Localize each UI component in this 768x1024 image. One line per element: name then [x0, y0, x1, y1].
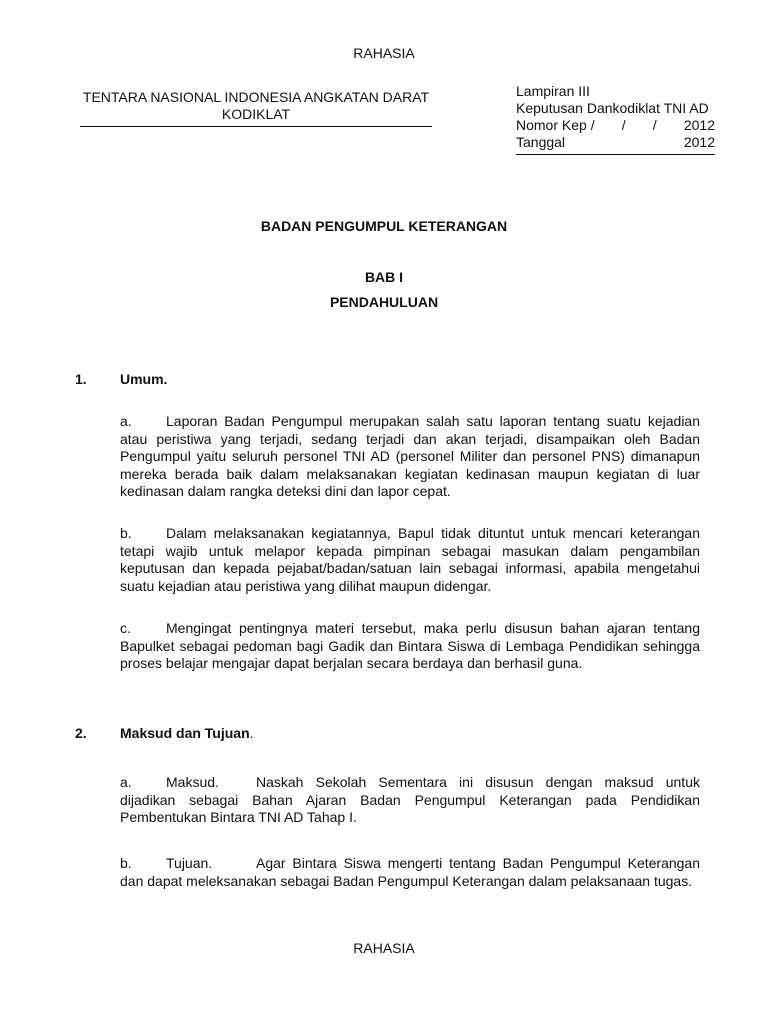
section-title-suffix: . — [249, 725, 254, 741]
paragraph-text: Naskah Sekolah Sementara ini disusun dengan maksud untuk dijadikan sebagai Bahan Ajaran Badan Pengumpul Keterangan pada Pendidikan Pembentukan Bintara TNI AD Tahap I. — [120, 774, 700, 825]
section-heading — [75, 725, 254, 741]
header-institution — [80, 89, 432, 127]
attachment-label: Lampiran III — [516, 83, 590, 99]
number-row — [516, 117, 715, 134]
chapter-title: PENDAHULUAN — [329, 294, 439, 310]
paragraph — [120, 855, 700, 890]
classification-bottom: RAHASIA — [353, 940, 415, 956]
section-title: Maksud dan Tujuan — [120, 725, 250, 741]
paragraph — [120, 774, 700, 827]
paragraph-text: Laporan Badan Pengumpul merupakan salah satu laporan tentang suatu kejadian atau peristiwa yang terjadi, sedang terjadi dan akan terjadi, disampaikan oleh Badan Pengumpul yaitu seluruh personel TNI AD (personel Militer dan personel PNS) dimanapun mereka berada baik dalam melaksanakan kegiatan kedinasan maupun kegiatan di luar kedinasan dalam rangka deteksi dini dan lapor cepat. — [120, 413, 700, 499]
number-sep-1: / — [621, 117, 626, 133]
number-year: 2012 — [683, 117, 715, 133]
header-attachment-block — [516, 83, 715, 155]
institution-unit: KODIKLAT — [221, 106, 291, 122]
paragraph-letter: a. — [120, 413, 132, 429]
section-title: Umum. — [120, 371, 168, 387]
date-row — [516, 134, 715, 151]
paragraph — [120, 413, 700, 501]
paragraph-letter: b. — [120, 525, 132, 541]
paragraph-label: Tujuan. — [166, 855, 213, 871]
section-heading — [75, 371, 167, 387]
paragraph-label: Maksud. — [166, 774, 219, 790]
paragraph-text: Dalam melaksanakan kegiatannya, Bapul tidak dituntut untuk mencari keterangan tetapi wajib untuk melapor kepada pimpinan sebagai masukan dalam pengambilan keputusan dan kepada pejabat/badan/satuan lain sebagai informasi, apabila mengetahui suatu kejadian atau peristiwa yang dilihat maupun didengar. — [120, 525, 700, 594]
paragraph — [120, 620, 700, 673]
decision-label: Keputusan Dankodiklat TNI AD — [516, 100, 709, 116]
date-year: 2012 — [683, 134, 715, 150]
chapter-number: BAB I — [364, 269, 404, 285]
number-sep-2: / — [652, 117, 657, 133]
paragraph-text: Mengingat pentingnya materi tersebut, maka perlu disusun bahan ajaran tentang Bapulket sebagai pedoman bagi Gadik dan Bintara Siswa di Lembaga Pendidikan sehingga proses belajar mengajar dapat berjalan secara berdaya dan berhasil guna. — [120, 620, 700, 671]
number-label: Nomor Kep / — [516, 117, 595, 133]
paragraph-letter: a. — [120, 774, 132, 790]
section-number: 2. — [75, 725, 87, 741]
section-number: 1. — [75, 371, 87, 387]
institution-name: TENTARA NASIONAL INDONESIA ANGKATAN DARAT — [82, 89, 430, 105]
classification-top: RAHASIA — [353, 45, 415, 61]
paragraph-letter: c. — [120, 620, 131, 636]
document-title: BADAN PENGUMPUL KETERANGAN — [260, 218, 508, 234]
paragraph-letter: b. — [120, 855, 132, 871]
paragraph — [120, 525, 700, 595]
date-label: Tanggal — [516, 134, 566, 150]
header-right-rule — [516, 154, 715, 155]
header-left-rule — [80, 126, 432, 127]
paragraph-text: Agar Bintara Siswa mengerti tentang Badan Pengumpul Keterangan dan dapat meleksanakan sebagai Badan Pengumpul Keterangan dalam pelaksanaan tugas. — [120, 855, 700, 889]
